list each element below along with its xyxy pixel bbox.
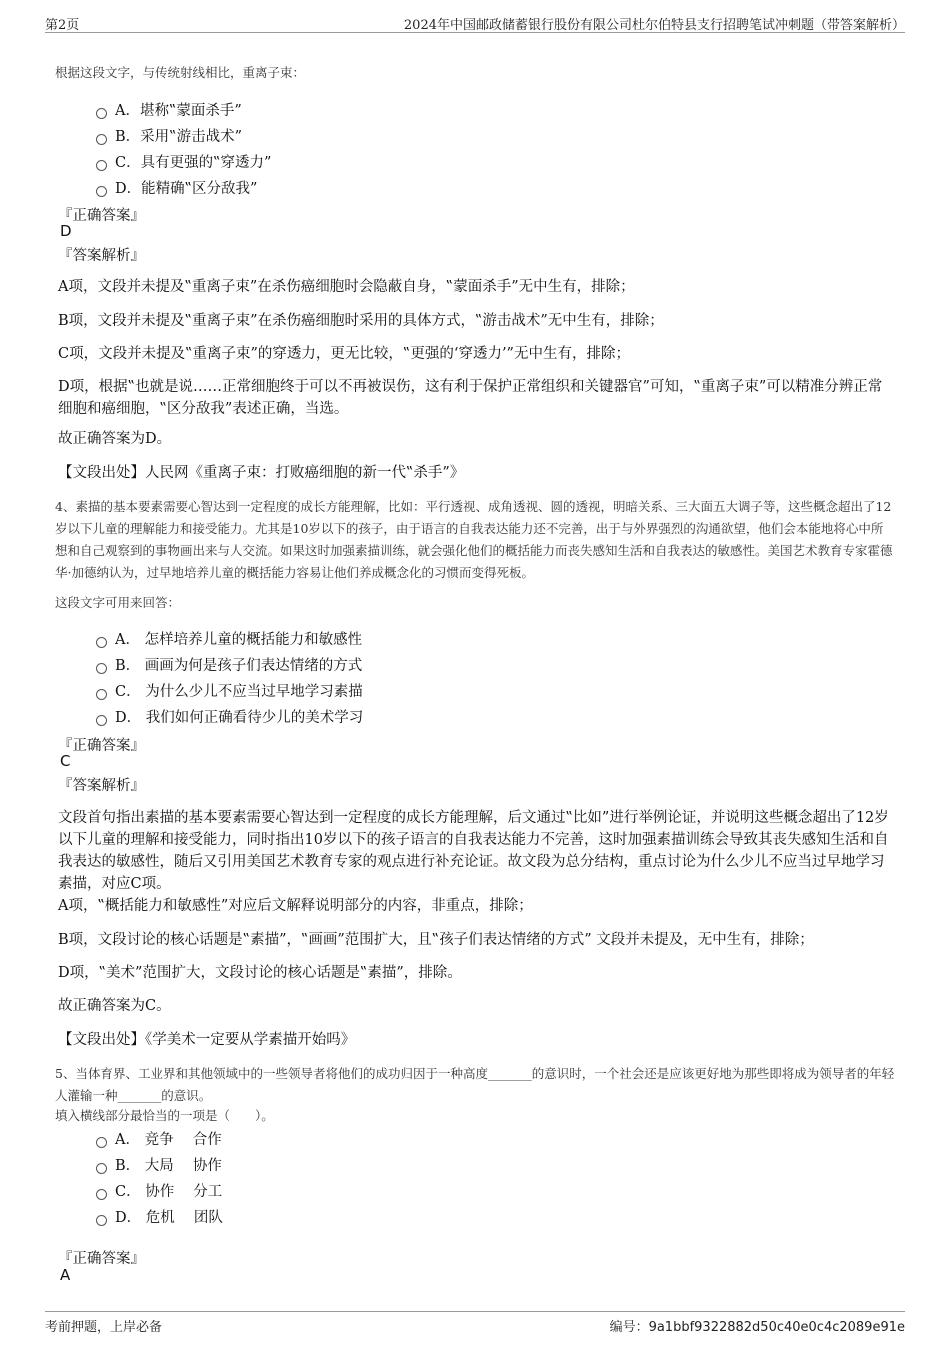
q4-correct-label: 『正确答案』 [58,738,145,754]
q3-option-b[interactable]: B．采用‟游击战术” [96,125,242,146]
q5-option-a[interactable]: A． 竞争 合作 [96,1128,222,1149]
q3-source: 【文段出处】人民网《重离子束：打败癌细胞的新一代‟杀手”》 [58,465,465,481]
radio-icon[interactable] [96,1215,107,1226]
q4-stem: 这段文字可用来回答： [55,595,181,610]
q4-option-c[interactable]: C． 为什么少儿不应当过早地学习素描 [96,680,363,701]
q5-passage: 5、当体育界、工业界和其他领域中的一些领导者将他们的成功归因于一种高度_______的意识时，一个社会还是应该更好地为那些即将成为领导者的年轻人灌输一种_______的意识。 [55,1066,895,1103]
q4-option-d[interactable]: D． 我们如何正确看待少儿的美术学习 [96,706,363,727]
q5-option-b[interactable]: B． 大局 协作 [96,1154,222,1175]
q3-conclusion: 故正确答案为D。 [58,431,172,447]
radio-icon[interactable] [96,637,107,648]
footer-slogan: 考前押题，上岸必备 [45,1320,163,1335]
q5-correct-label: 『正确答案』 [58,1251,145,1267]
radio-icon[interactable] [96,663,107,674]
q3-analysis-b: B项，文段并未提及‟重离子束”在杀伤癌细胞时采用的具体方式，‟游击战术”无中生有，排除； [58,313,664,329]
q3-option-d[interactable]: D．能精确‟区分敌我” [96,177,257,198]
q3-correct-label: 『正确答案』 [58,208,145,224]
q4-analysis-label: 『答案解析』 [58,778,145,794]
q5-stem: 填入横线部分最恰当的一项是（ ）。 [55,1108,274,1123]
q3-option-c[interactable]: C．具有更强的‟穿透力” [96,151,271,172]
q4-correct-answer: C [60,752,71,770]
q4-source: 【文段出处】《学美术一定要从学素描开始吗》 [58,1032,356,1048]
q5-option-c[interactable]: C． 协作 分工 [96,1180,222,1201]
q3-stem: 根据这段文字，与传统射线相比，重离子束： [55,65,306,80]
radio-icon[interactable] [96,186,107,197]
q4-analysis-b: B项，文段讨论的核心话题是‟素描”，‟画画”范围扩大，且‟孩子们表达情绪的方式” 文段并未提及，无中生有，排除； [58,932,814,948]
radio-icon[interactable] [96,134,107,145]
radio-icon[interactable] [96,160,107,171]
radio-icon[interactable] [96,1189,107,1200]
radio-icon[interactable] [96,1163,107,1174]
q3-analysis-d: D项，根据‟也就是说……正常细胞终于可以不再被误伤，这有利于保护正常组织和关键器官”可知，‟重离子束”可以精准分辨正常细胞和癌细胞，‟区分敌我”表述正确，当选。 [58,379,883,417]
q4-conclusion: 故正确答案为C。 [58,998,171,1014]
radio-icon[interactable] [96,715,107,726]
radio-icon[interactable] [96,689,107,700]
radio-icon[interactable] [96,1137,107,1148]
q5-correct-answer: A [60,1266,71,1284]
q4-analysis-main: 文段首句指出素描的基本要素需要心智达到一定程度的成长方能理解，后文通过‟比如”进行举例论证，并说明这些概念超出了12岁以下儿童的理解和接受能力，同时指出10岁以下的孩子语言的自我表达能力不完善，这时加强素描训练会导致其丧失感知生活和自我表达的敏感性，随后又引用美国艺术教育专家的观点进行补充论证。故文段为总分结构，重点讨论为什么少儿不应当过早地学习素描，对应C项。 [58,810,889,892]
q4-option-a[interactable]: A． 怎样培养儿童的概括能力和敏感性 [96,628,362,649]
q3-analysis-label: 『答案解析』 [58,248,145,264]
q4-option-b[interactable]: B． 画画为何是孩子们表达情绪的方式 [96,654,362,675]
q3-analysis-a: A项，文段并未提及‟重离子束”在杀伤癌细胞时会隐蔽自身，‟蒙面杀手”无中生有，排除； [58,279,635,295]
q3-analysis-c: C项，文段并未提及‟重离子束”的穿透力，更无比较，‟更强的‘穿透力’”无中生有，排除； [58,346,630,362]
document-id: 编号：9a1bbf9322882d50c40e0c4c2089e91e [609,1320,905,1335]
q3-correct-answer: D [60,222,72,240]
q5-option-d[interactable]: D． 危机 团队 [96,1206,223,1227]
document-title: 2024年中国邮政储蓄银行股份有限公司杜尔伯特县支行招聘笔试冲刺题（带答案解析） [403,18,905,33]
q4-analysis-a: A项，‟概括能力和敏感性”对应后文解释说明部分的内容，非重点，排除； [58,898,533,914]
page-number: 第2页 [45,18,80,33]
q3-option-a[interactable]: A．堪称‟蒙面杀手” [96,99,242,120]
page-footer [45,1311,905,1336]
page-header [45,14,905,33]
q4-analysis-d: D项，‟美术”范围扩大，文段讨论的核心话题是‟素描”，排除。 [58,965,462,981]
q4-passage: 4、素描的基本要素需要心智达到一定程度的成长方能理解，比如：平行透视、成角透视、圆的透视，明暗关系、三大面五大调子等，这些概念超出了12岁以下儿童的理解能力和接受能力。尤其是10岁以下的孩子，由于语言的自我表达能力还不完善，出于与外界强烈的沟通欲望，他们会本能地将心中所想和自己观察到的事物画出来与人交流。如果这时加强素描训练，就会强化他们的概括能力而丧失感知生活和自我表达的敏感性。美国艺术教育专家霍德华·加德纳认为，过早地培养儿童的概括能力容易让他们养成概念化的习惯而变得死板。 [55,499,893,580]
radio-icon[interactable] [96,108,107,119]
